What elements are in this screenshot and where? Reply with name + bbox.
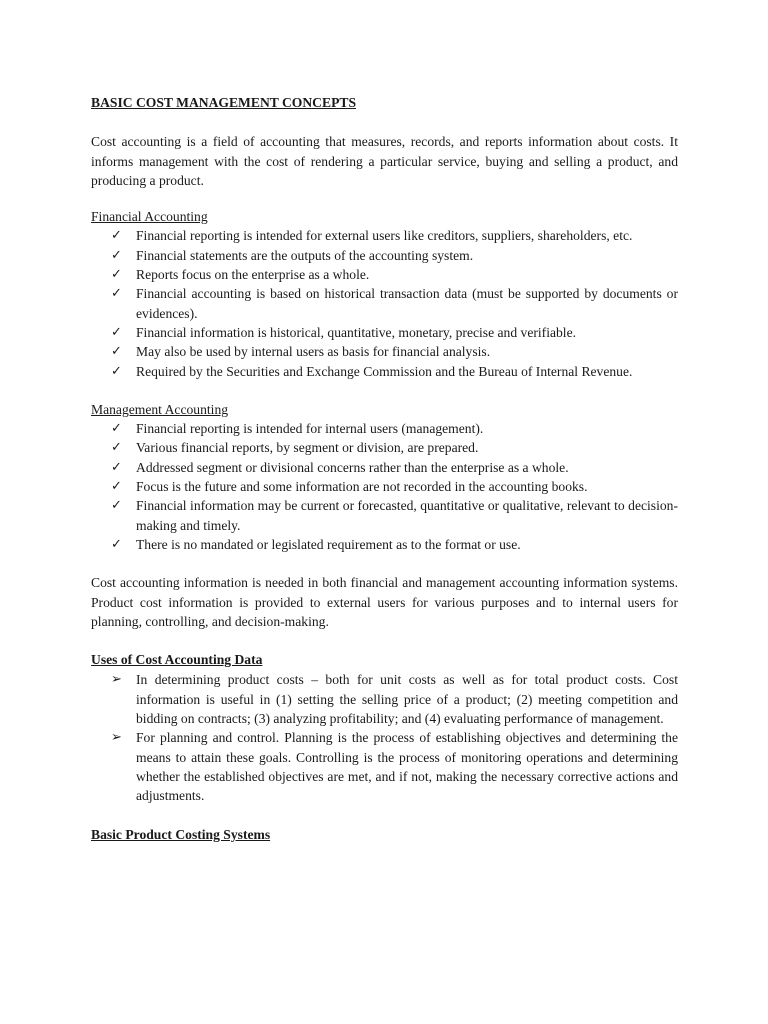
checkmark-icon: ✓	[111, 228, 122, 244]
arrow-bullet-icon: ➢	[111, 730, 122, 746]
basic-product-costing-heading: Basic Product Costing Systems	[91, 826, 271, 842]
checkmark-icon: ✓	[111, 536, 122, 552]
list-item: ➢ In determining product costs – both for unit costs as well as for total product costs. Cost information is useful in (1) setting the selling price of a product; (2) meeting competition and bidding on contracts; (3) analyzing profitability; and (4) evaluating performance of management.	[111, 672, 678, 727]
list-item: ✓ Required by the Securities and Exchange Commission and the Bureau of Internal Revenue.	[91, 362, 678, 381]
financial-accounting-heading: Financial Accounting	[91, 209, 208, 225]
management-accounting-heading: Management Accounting	[91, 401, 229, 417]
management-accounting-section	[91, 400, 678, 554]
intro-paragraph: Cost accounting is a field of accounting that measures, records, and reports information about costs. It informs management with the cost of rendering a particular service, buying and selling a product, and producing a product.	[91, 134, 678, 188]
list-item: ✓ Financial information may be current or forecasted, quantitative or qualitative, relevant to decision-making and timely.	[111, 498, 678, 533]
financial-accounting-section	[91, 207, 678, 381]
checkmark-icon: ✓	[111, 286, 122, 302]
list-item: ✓ Financial reporting is intended for internal users (management).	[91, 419, 678, 438]
uses-of-cost-data-section	[91, 650, 678, 805]
list-item: ✓ May also be used by internal users as basis for financial analysis.	[91, 342, 678, 361]
checkmark-icon: ✓	[111, 459, 122, 475]
list-item: ✓ Various financial reports, by segment or division, are prepared.	[91, 438, 678, 457]
list-item: ✓ Financial accounting is based on historical transaction data (must be supported by documents or evidences).	[111, 286, 678, 321]
uses-of-cost-data-heading: Uses of Cost Accounting Data	[91, 652, 263, 668]
checkmark-icon: ✓	[111, 344, 122, 360]
arrow-bullet-icon: ➢	[111, 672, 122, 688]
document-body	[91, 93, 678, 844]
list-item: ✓ Addressed segment or divisional concerns rather than the enterprise as a whole.	[91, 458, 678, 477]
financial-accounting-list	[91, 226, 678, 380]
list-item: ✓ Financial information is historical, quantitative, monetary, precise and verifiable.	[91, 323, 678, 342]
list-item: ✓ Financial statements are the outputs of the accounting system.	[91, 246, 678, 265]
closing-paragraph: Cost accounting information is needed in both financial and management accounting information systems. Product cost information is provided to external users for various purposes and to internal users for planning, controlling, and decision-making.	[91, 575, 678, 629]
checkmark-icon: ✓	[111, 498, 122, 514]
checkmark-icon: ✓	[111, 363, 122, 379]
document-title: BASIC COST MANAGEMENT CONCEPTS	[91, 95, 356, 110]
checkmark-icon: ✓	[111, 324, 122, 340]
checkmark-icon: ✓	[111, 479, 122, 495]
list-item: ✓ Focus is the future and some information are not recorded in the accounting books.	[91, 477, 678, 496]
checkmark-icon: ✓	[111, 267, 122, 283]
checkmark-icon: ✓	[111, 421, 122, 437]
list-item: ✓ Financial reporting is intended for external users like creditors, suppliers, shareholders, etc.	[91, 226, 678, 245]
checkmark-icon: ✓	[111, 247, 122, 263]
list-item: ➢ For planning and control. Planning is the process of establishing objectives and determining the means to attain these goals. Controlling is the process of monitoring operations and determining whether the established objectives are met, and if not, making the necessary corrective actions and adjustments.	[111, 730, 678, 804]
list-item: ✓ Reports focus on the enterprise as a whole.	[91, 265, 678, 284]
list-item: ✓ There is no mandated or legislated requirement as to the format or use.	[91, 535, 678, 554]
management-accounting-list	[91, 419, 678, 554]
checkmark-icon: ✓	[111, 440, 122, 456]
uses-of-cost-data-list	[91, 670, 678, 805]
